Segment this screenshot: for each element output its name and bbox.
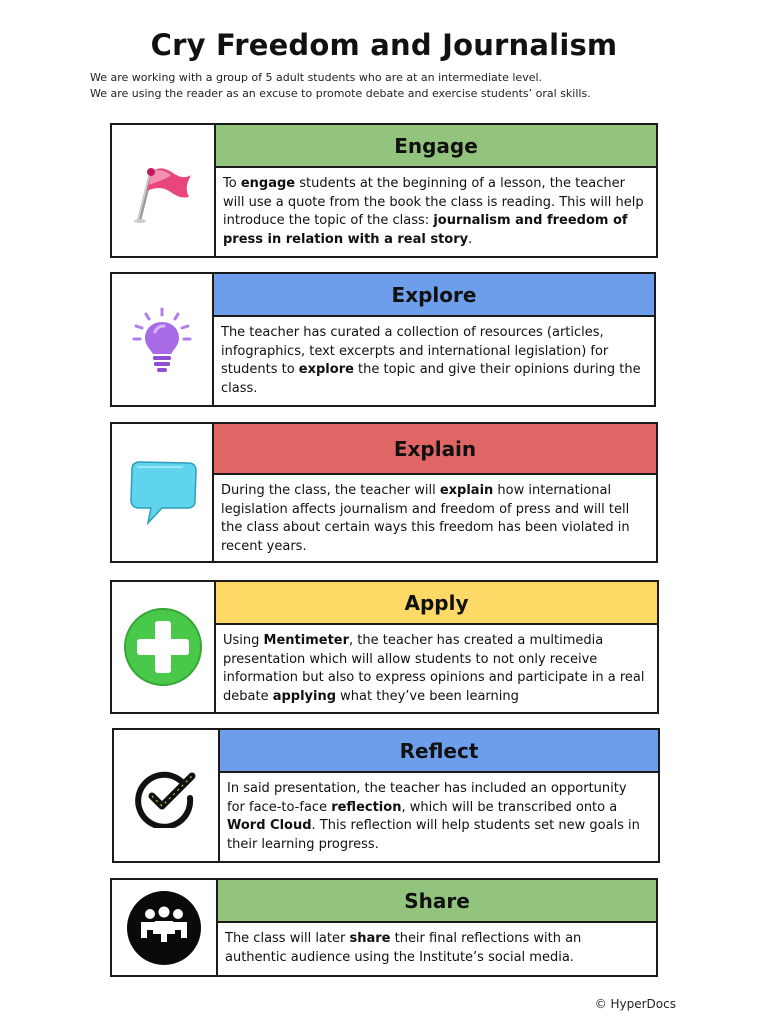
body-text: To (223, 176, 241, 191)
card-icon-box (112, 274, 214, 405)
body-text: how international legislation affects journalism and freedom of press and will tell the class about certain ways this freedom has been violated in recent years. (221, 483, 630, 554)
card-apply (110, 580, 659, 714)
people-share-icon (126, 890, 202, 966)
body-text: , which will be transcribed onto a (401, 799, 618, 815)
copyright-footer: © HyperDocs (594, 997, 676, 1011)
speech-bubble-icon (122, 457, 202, 529)
plus-icon (123, 607, 203, 687)
emphasis-text: engage (240, 176, 296, 191)
body-text: . This reflection will help students set new goals in their learning progress. (227, 818, 640, 852)
body-text: The class will later (225, 931, 350, 946)
page-title: Cry Freedom and Journalism (150, 28, 618, 62)
body-text: Using (223, 633, 264, 648)
card-body (214, 317, 654, 405)
card-body (216, 625, 657, 712)
body-text: The teacher has curated a collection of resources (articles, infographics, text excerpts and international legislation) for students to (221, 325, 609, 378)
card-heading: Explore (214, 274, 654, 317)
card-explain (110, 422, 658, 563)
emphasis-text: explain (439, 483, 494, 498)
card-heading: Share (218, 880, 656, 923)
body-text: students at the beginning of a lesson, the teacher will use a quote from the book the class is reading. This will help introduce the topic of the class: (223, 176, 644, 229)
card-engage (110, 123, 658, 258)
card-icon-box (112, 582, 216, 712)
card-body (220, 773, 658, 861)
card-heading: Explain (214, 424, 656, 475)
intro-text (90, 70, 591, 102)
card-heading: Engage (216, 125, 656, 168)
card-heading: Reflect (220, 730, 658, 773)
card-body (214, 475, 656, 561)
card-icon-box (112, 880, 218, 975)
flag-icon (127, 155, 199, 227)
card-heading: Apply (216, 582, 657, 625)
intro-line: We are working with a group of 5 adult students who are at an intermediate level. (90, 71, 543, 84)
checkmark-icon (134, 764, 198, 828)
body-text: , the teacher has created a multimedia presentation which will allow students to not only receive information but also to express opinions and participate in a real debate (223, 633, 645, 704)
body-text: . (468, 231, 473, 247)
emphasis-text: applying (272, 688, 337, 704)
card-icon-box (114, 730, 220, 861)
body-text: In said presentation, the teacher has included an opportunity for face-to-face (227, 781, 627, 815)
card-body (216, 168, 656, 256)
emphasis-text: share (349, 931, 391, 946)
lightbulb-icon (130, 306, 194, 374)
card-share (110, 878, 658, 977)
body-text: what they’ve been learning (336, 688, 519, 704)
card-reflect (112, 728, 660, 863)
emphasis-text: journalism and freedom of press in relation with a real story (223, 213, 628, 247)
emphasis-text: Word Cloud (227, 818, 312, 834)
card-icon-box (112, 424, 214, 561)
intro-line: We are using the reader as an excuse to promote debate and exercise students’ oral skills. (90, 87, 591, 100)
emphasis-text: reflection (331, 799, 402, 815)
card-body (218, 923, 656, 975)
card-explore (110, 272, 656, 407)
body-text: During the class, the teacher will (221, 483, 440, 498)
body-text: their final reflections with an authentic audience using the Institute’s social media. (225, 931, 582, 965)
body-text: the topic and give their opinions during the class. (221, 362, 641, 396)
card-icon-box (112, 125, 216, 256)
emphasis-text: Mentimeter (263, 633, 350, 648)
emphasis-text: explore (298, 362, 354, 378)
